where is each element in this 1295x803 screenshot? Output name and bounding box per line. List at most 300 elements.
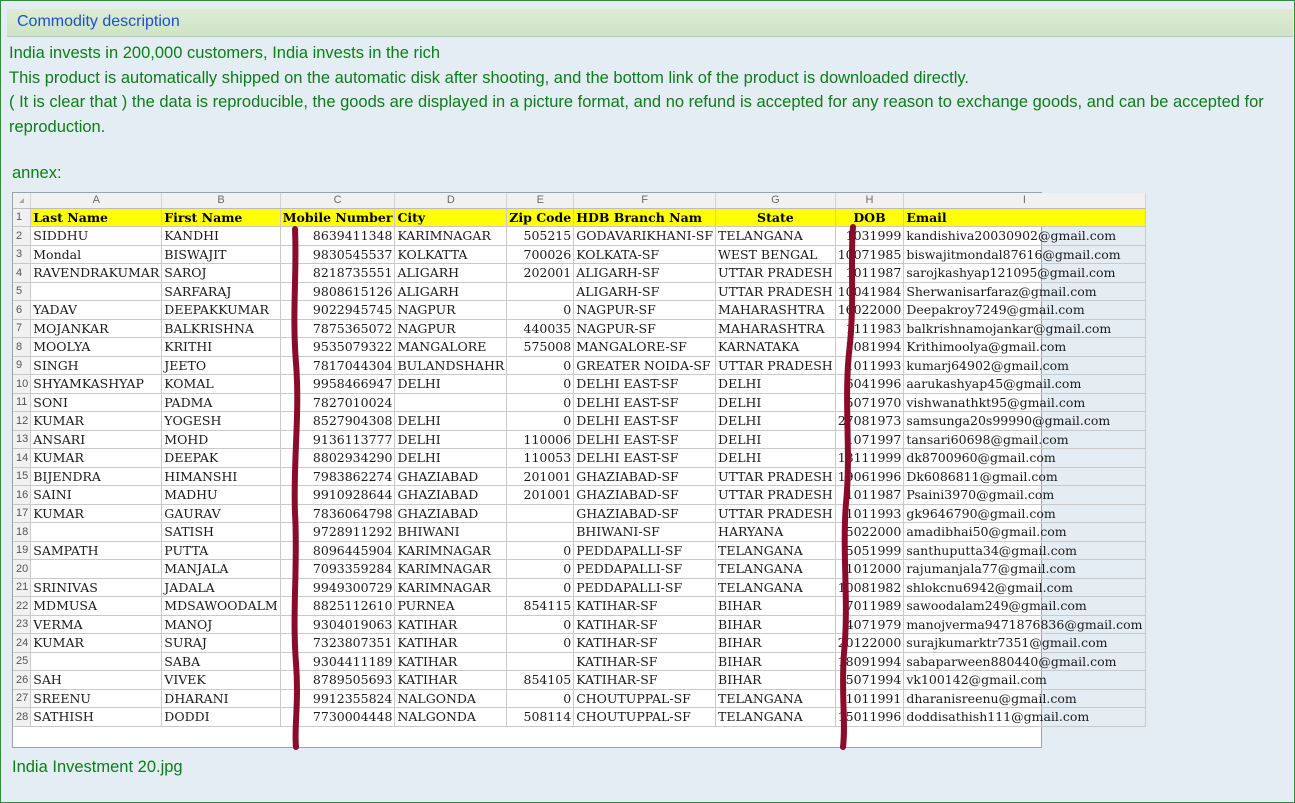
table-cell: 1011993: [835, 356, 904, 375]
table-cell: GREATER NOIDA-SF: [574, 356, 716, 375]
header-cell: First Name: [162, 208, 280, 227]
table-cell: SRINIVAS: [31, 578, 162, 597]
table-cell: 15011996: [835, 708, 904, 727]
table-cell: KRITHI: [162, 338, 280, 357]
table-cell: BHIWANI: [395, 523, 507, 542]
column-letter: A: [31, 193, 162, 208]
table-row: [13, 375, 1145, 394]
table-cell: ALIGARH-SF: [574, 264, 716, 283]
table-cell: BIHAR: [716, 671, 836, 690]
row-number: 14: [13, 449, 31, 468]
table-cell: DEEPAKKUMAR: [162, 301, 280, 320]
description-line: India invests in 200,000 customers, India invests in the rich: [9, 44, 441, 62]
header-cell: DOB: [835, 208, 904, 227]
table-cell: 0: [507, 578, 574, 597]
table-cell: amadibhai50@gmail.com: [904, 523, 1145, 542]
row-number: 21: [13, 578, 31, 597]
table-cell: NALGONDA: [395, 689, 507, 708]
commodity-description-text: [9, 41, 1279, 139]
row-number: 11: [13, 393, 31, 412]
table-cell: 110006: [507, 430, 574, 449]
table-cell: BIHAR: [716, 615, 836, 634]
table-cell: DELHI EAST-SF: [574, 449, 716, 468]
table-cell: BIHAR: [716, 597, 836, 616]
table-cell: NAGPUR: [395, 301, 507, 320]
table-cell: UTTAR PRADESH: [716, 467, 836, 486]
row-number: 6: [13, 301, 31, 320]
table-cell: MANGALORE: [395, 338, 507, 357]
table-cell: TELANGANA: [716, 708, 836, 727]
table-cell: DELHI: [716, 412, 836, 431]
table-cell: tansari60698@gmail.com: [904, 430, 1145, 449]
table-cell: 1111983: [835, 319, 904, 338]
table-cell: DELHI: [716, 430, 836, 449]
table-cell: HARYANA: [716, 523, 836, 542]
row-number: 25: [13, 652, 31, 671]
table-cell: [31, 560, 162, 579]
table-row: [13, 560, 1145, 579]
table-cell: BHIWANI-SF: [574, 523, 716, 542]
table-row: [13, 634, 1145, 653]
table-cell: KATIHAR-SF: [574, 652, 716, 671]
table-row: [13, 356, 1145, 375]
table-cell: KARIMNAGAR: [395, 560, 507, 579]
table-cell: kandishiva20030902@gmail.com: [904, 227, 1145, 246]
table-cell: 7827010024: [280, 393, 395, 412]
table-cell: sabaparween880440@gmail.com: [904, 652, 1145, 671]
table-cell: KATIHAR: [395, 652, 507, 671]
table-cell: SINGH: [31, 356, 162, 375]
table-row: [13, 523, 1145, 542]
table-cell: DELHI: [395, 375, 507, 394]
table-cell: Sherwanisarfaraz@gmail.com: [904, 282, 1145, 301]
table-cell: 9808615126: [280, 282, 395, 301]
table-cell: 5071970: [835, 393, 904, 412]
table-cell: MAHARASHTRA: [716, 319, 836, 338]
table-cell: KATIHAR-SF: [574, 615, 716, 634]
table-cell: DELHI EAST-SF: [574, 375, 716, 394]
table-cell: 0: [507, 412, 574, 431]
header-cell: Zip Code: [507, 208, 574, 227]
table-cell: 10081982: [835, 578, 904, 597]
table-cell: 1012000: [835, 560, 904, 579]
table-row: [13, 615, 1145, 634]
table-cell: GHAZIABAD: [395, 467, 507, 486]
table-row: [13, 412, 1145, 431]
table-cell: ANSARI: [31, 430, 162, 449]
table-cell: GHAZIABAD: [395, 504, 507, 523]
table-cell: MDMUSA: [31, 597, 162, 616]
table-cell: MANOJ: [162, 615, 280, 634]
table-row: [13, 245, 1145, 264]
row-number: 24: [13, 634, 31, 653]
column-letter-row: [13, 193, 1145, 208]
table-cell: NAGPUR: [395, 319, 507, 338]
row-number: 8: [13, 338, 31, 357]
table-cell: SAMPATH: [31, 541, 162, 560]
table-cell: TELANGANA: [716, 227, 836, 246]
spreadsheet-table: [13, 193, 1146, 727]
table-cell: KATIHAR: [395, 615, 507, 634]
sheet-corner: [13, 193, 31, 208]
table-cell: SATISH: [162, 523, 280, 542]
table-cell: 5051999: [835, 541, 904, 560]
table-cell: KATIHAR: [395, 634, 507, 653]
table-cell: MOJANKAR: [31, 319, 162, 338]
table-cell: 9136113777: [280, 430, 395, 449]
table-cell: SURAJ: [162, 634, 280, 653]
table-cell: 7093359284: [280, 560, 395, 579]
table-row: [13, 541, 1145, 560]
table-cell: 9304411189: [280, 652, 395, 671]
table-cell: kumarj64902@gmail.com: [904, 356, 1145, 375]
table-cell: Krithimoolya@gmail.com: [904, 338, 1145, 357]
table-cell: 0: [507, 560, 574, 579]
table-cell: surajkumarktr7351@gmail.com: [904, 634, 1145, 653]
table-cell: 0: [507, 541, 574, 560]
table-cell: DEEPAK: [162, 449, 280, 468]
row-number: 2: [13, 227, 31, 246]
table-cell: vishwanathkt95@gmail.com: [904, 393, 1145, 412]
table-row: [13, 430, 1145, 449]
table-cell: [31, 523, 162, 542]
table-cell: GHAZIABAD: [395, 486, 507, 505]
row-number: 15: [13, 467, 31, 486]
table-row: [13, 708, 1145, 727]
table-cell: [31, 652, 162, 671]
table-cell: TELANGANA: [716, 560, 836, 579]
commodity-description-bar: [7, 9, 1293, 37]
table-cell: PEDDAPALLI-SF: [574, 578, 716, 597]
table-cell: DELHI EAST-SF: [574, 430, 716, 449]
table-cell: SAINI: [31, 486, 162, 505]
table-cell: 0: [507, 615, 574, 634]
header-cell: HDB Branch Nam: [574, 208, 716, 227]
table-cell: KARIMNAGAR: [395, 541, 507, 560]
table-cell: 0: [507, 375, 574, 394]
table-cell: KATIHAR-SF: [574, 634, 716, 653]
table-cell: 9910928644: [280, 486, 395, 505]
table-cell: KOLKATTA: [395, 245, 507, 264]
table-cell: 8639411348: [280, 227, 395, 246]
table-cell: SHYAMKASHYAP: [31, 375, 162, 394]
select-all-triangle-icon: [19, 198, 24, 203]
table-cell: MOHD: [162, 430, 280, 449]
table-cell: UTTAR PRADESH: [716, 504, 836, 523]
description-line: This product is automatically shipped on the automatic disk after shooting, and the bottom link of the product is downloaded directly.: [9, 68, 969, 87]
table-cell: NALGONDA: [395, 708, 507, 727]
table-cell: CHOUTUPPAL-SF: [574, 689, 716, 708]
table-cell: SABA: [162, 652, 280, 671]
table-row: [13, 652, 1145, 671]
table-cell: santhuputta34@gmail.com: [904, 541, 1145, 560]
table-cell: UTTAR PRADESH: [716, 486, 836, 505]
table-cell: MDSAWOODALM: [162, 597, 280, 616]
table-cell: manojverma9471876836@gmail.com: [904, 615, 1145, 634]
table-cell: 5022000: [835, 523, 904, 542]
table-cell: DELHI: [395, 449, 507, 468]
table-cell: MADHU: [162, 486, 280, 505]
table-cell: SONI: [31, 393, 162, 412]
table-cell: Mondal: [31, 245, 162, 264]
table-cell: SIDDHU: [31, 227, 162, 246]
table-row: [13, 504, 1145, 523]
row-number: 7: [13, 319, 31, 338]
table-cell: 18091994: [835, 652, 904, 671]
table-cell: UTTAR PRADESH: [716, 282, 836, 301]
row-number: 16: [13, 486, 31, 505]
table-cell: JEETO: [162, 356, 280, 375]
table-cell: [507, 523, 574, 542]
row-number: 9: [13, 356, 31, 375]
table-row: [13, 264, 1145, 283]
table-cell: MANGALORE-SF: [574, 338, 716, 357]
row-number: 27: [13, 689, 31, 708]
table-row: [13, 449, 1145, 468]
table-cell: 10041984: [835, 282, 904, 301]
table-row: [13, 338, 1145, 357]
table-cell: 9958466947: [280, 375, 395, 394]
description-line: ( It is clear that ) the data is reproducible, the goods are displayed in a picture format, and no refund is accepted for any reason to exchange goods, and can be accepted for reproduction.: [9, 93, 1264, 136]
table-cell: SATHISH: [31, 708, 162, 727]
row-number: 12: [13, 412, 31, 431]
table-cell: [395, 393, 507, 412]
table-cell: PEDDAPALLI-SF: [574, 560, 716, 579]
file-caption: India Investment 20.jpg: [12, 758, 183, 776]
table-cell: MAHARASHTRA: [716, 301, 836, 320]
table-cell: rajumanjala77@gmail.com: [904, 560, 1145, 579]
table-cell: HIMANSHI: [162, 467, 280, 486]
column-letter: I: [904, 193, 1145, 208]
table-cell: [507, 652, 574, 671]
row-number: 22: [13, 597, 31, 616]
table-cell: SAH: [31, 671, 162, 690]
header-cell: Mobile Number: [280, 208, 395, 227]
table-cell: ALIGARH: [395, 282, 507, 301]
table-cell: YADAV: [31, 301, 162, 320]
table-cell: KATIHAR-SF: [574, 671, 716, 690]
table-cell: 16022000: [835, 301, 904, 320]
table-cell: aarukashyap45@gmail.com: [904, 375, 1145, 394]
table-row: [13, 319, 1145, 338]
table-cell: UTTAR PRADESH: [716, 356, 836, 375]
table-cell: 0: [507, 393, 574, 412]
table-cell: 8825112610: [280, 597, 395, 616]
table-cell: MANJALA: [162, 560, 280, 579]
table-cell: VIVEK: [162, 671, 280, 690]
header-cell: Email: [904, 208, 1145, 227]
row-number: 1: [13, 208, 31, 227]
row-number: 23: [13, 615, 31, 634]
row-number: 4: [13, 264, 31, 283]
table-cell: 8802934290: [280, 449, 395, 468]
column-letter: F: [574, 193, 716, 208]
table-cell: sawoodalam249@gmail.com: [904, 597, 1145, 616]
table-cell: 1011993: [835, 504, 904, 523]
table-cell: SARFARAJ: [162, 282, 280, 301]
table-cell: DELHI: [716, 449, 836, 468]
table-cell: 27081973: [835, 412, 904, 431]
table-cell: DELHI EAST-SF: [574, 412, 716, 431]
table-cell: balkrishnamojankar@gmail.com: [904, 319, 1145, 338]
table-cell: WEST BENGAL: [716, 245, 836, 264]
table-cell: 440035: [507, 319, 574, 338]
table-cell: KATIHAR-SF: [574, 597, 716, 616]
table-cell: 110053: [507, 449, 574, 468]
row-number: 10: [13, 375, 31, 394]
table-cell: GHAZIABAD-SF: [574, 504, 716, 523]
table-cell: vk100142@gmail.com: [904, 671, 1145, 690]
table-cell: 9830545537: [280, 245, 395, 264]
table-cell: SAROJ: [162, 264, 280, 283]
table-cell: dk8700960@gmail.com: [904, 449, 1145, 468]
table-cell: KUMAR: [31, 412, 162, 431]
column-letter: B: [162, 193, 280, 208]
spreadsheet-image: [12, 192, 1143, 748]
table-cell: KARIMNAGAR: [395, 227, 507, 246]
table-cell: BIJENDRA: [31, 467, 162, 486]
table-cell: 854105: [507, 671, 574, 690]
table-cell: 1031999: [835, 227, 904, 246]
table-cell: BALKRISHNA: [162, 319, 280, 338]
table-cell: GAURAV: [162, 504, 280, 523]
table-cell: ALIGARH-SF: [574, 282, 716, 301]
table-cell: DELHI: [395, 412, 507, 431]
row-number: 3: [13, 245, 31, 264]
table-cell: 1011987: [835, 264, 904, 283]
table-cell: [507, 282, 574, 301]
table-cell: sarojkashyap121095@gmail.com: [904, 264, 1145, 283]
table-row: [13, 671, 1145, 690]
row-number: 26: [13, 671, 31, 690]
table-cell: DELHI EAST-SF: [574, 393, 716, 412]
table-cell: 9304019063: [280, 615, 395, 634]
table-row: [13, 597, 1145, 616]
table-cell: BIHAR: [716, 634, 836, 653]
table-cell: 3081994: [835, 338, 904, 357]
column-letter: D: [395, 193, 507, 208]
column-letter: G: [716, 193, 836, 208]
table-cell: DODDI: [162, 708, 280, 727]
table-cell: 700026: [507, 245, 574, 264]
column-letter: C: [280, 193, 395, 208]
table-cell: 5071994: [835, 671, 904, 690]
row-number: 20: [13, 560, 31, 579]
table-cell: ALIGARH: [395, 264, 507, 283]
table-cell: Psaini3970@gmail.com: [904, 486, 1145, 505]
table-row: [13, 393, 1145, 412]
table-row: [13, 282, 1145, 301]
table-cell: DELHI: [716, 393, 836, 412]
table-cell: CHOUTUPPAL-SF: [574, 708, 716, 727]
table-cell: GHAZIABAD-SF: [574, 486, 716, 505]
table-cell: 575008: [507, 338, 574, 357]
table-cell: TELANGANA: [716, 578, 836, 597]
table-cell: 8096445904: [280, 541, 395, 560]
table-cell: 8789505693: [280, 671, 395, 690]
table-cell: BULANDSHAHR: [395, 356, 507, 375]
header-cell: State: [716, 208, 836, 227]
table-cell: PUTTA: [162, 541, 280, 560]
table-cell: 9912355824: [280, 689, 395, 708]
table-cell: 9728911292: [280, 523, 395, 542]
table-cell: 7323807351: [280, 634, 395, 653]
table-cell: DELHI: [395, 430, 507, 449]
table-cell: JADALA: [162, 578, 280, 597]
header-cell: City: [395, 208, 507, 227]
table-cell: 854115: [507, 597, 574, 616]
table-cell: 7817044304: [280, 356, 395, 375]
header-cell: Last Name: [31, 208, 162, 227]
table-cell: PEDDAPALLI-SF: [574, 541, 716, 560]
table-cell: 201001: [507, 486, 574, 505]
table-row: [13, 301, 1145, 320]
table-cell: KARNATAKA: [716, 338, 836, 357]
table-cell: 18111999: [835, 449, 904, 468]
row-number: 28: [13, 708, 31, 727]
row-number: 5: [13, 282, 31, 301]
row-number: 19: [13, 541, 31, 560]
table-cell: 0: [507, 301, 574, 320]
table-cell: GODAVARIKHANI-SF: [574, 227, 716, 246]
table-cell: [31, 282, 162, 301]
table-cell: RAVENDRAKUMAR: [31, 264, 162, 283]
table-cell: 0: [507, 689, 574, 708]
table-cell: 0: [507, 356, 574, 375]
table-row: [13, 486, 1145, 505]
table-cell: KUMAR: [31, 634, 162, 653]
table-cell: Deepakroy7249@gmail.com: [904, 301, 1145, 320]
table-cell: YOGESH: [162, 412, 280, 431]
table-cell: KOLKATA-SF: [574, 245, 716, 264]
table-cell: KUMAR: [31, 449, 162, 468]
table-cell: VERMA: [31, 615, 162, 634]
table-cell: 202001: [507, 264, 574, 283]
table-cell: BISWAJIT: [162, 245, 280, 264]
table-cell: 7011989: [835, 597, 904, 616]
table-cell: [507, 504, 574, 523]
table-row: [13, 689, 1145, 708]
table-cell: 7875365072: [280, 319, 395, 338]
table-cell: GHAZIABAD-SF: [574, 467, 716, 486]
table-cell: 4071979: [835, 615, 904, 634]
table-cell: 7730004448: [280, 708, 395, 727]
table-cell: DHARANI: [162, 689, 280, 708]
column-letter: H: [835, 193, 904, 208]
table-cell: TELANGANA: [716, 689, 836, 708]
table-cell: doddisathish111@gmail.com: [904, 708, 1145, 727]
table-cell: NAGPUR-SF: [574, 319, 716, 338]
table-cell: biswajitmondal87616@gmail.com: [904, 245, 1145, 264]
table-cell: KARIMNAGAR: [395, 578, 507, 597]
row-number: 17: [13, 504, 31, 523]
table-cell: 20122000: [835, 634, 904, 653]
table-cell: 8218735551: [280, 264, 395, 283]
table-cell: 7983862274: [280, 467, 395, 486]
table-cell: SREENU: [31, 689, 162, 708]
table-cell: 1011991: [835, 689, 904, 708]
table-cell: UTTAR PRADESH: [716, 264, 836, 283]
table-cell: 7836064798: [280, 504, 395, 523]
table-cell: PURNEA: [395, 597, 507, 616]
table-cell: 201001: [507, 467, 574, 486]
table-cell: PADMA: [162, 393, 280, 412]
table-cell: 9022945745: [280, 301, 395, 320]
table-cell: 9535079322: [280, 338, 395, 357]
table-cell: 508114: [507, 708, 574, 727]
table-cell: DELHI: [716, 375, 836, 394]
table-cell: 1011987: [835, 486, 904, 505]
